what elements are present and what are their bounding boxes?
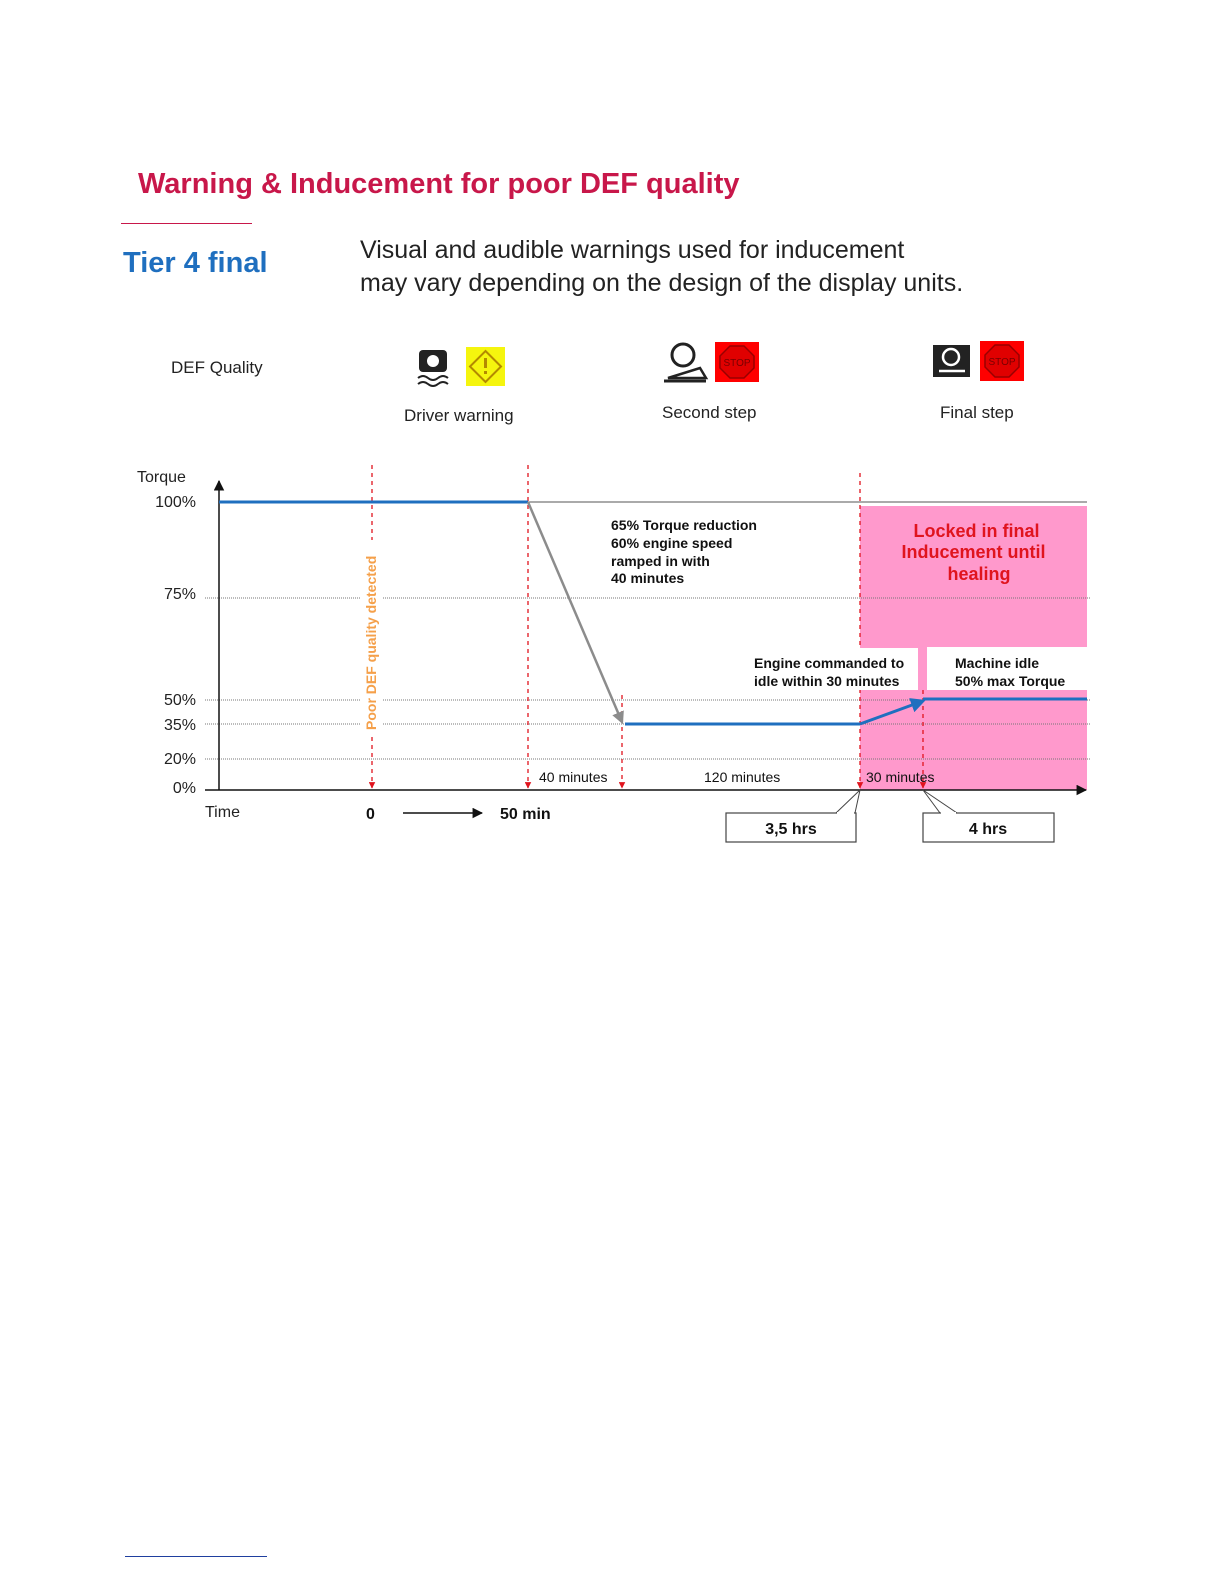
callout-4hrs-text: 4 hrs [968,821,1008,838]
y-tick-100: 100% [155,494,196,511]
stop-sign-final-icon [980,341,1024,381]
driver-warning-label: Driver warning [404,406,514,425]
page-title: Warning & Inducement for poor DEF quality [138,168,740,200]
def-quality-label: DEF Quality [171,358,263,377]
callout-3-5hrs-text: 3,5 hrs [765,821,817,838]
interval-30-label: 30 minutes [866,769,935,785]
stop-sign-text: STOP [723,358,751,369]
interval-40-label: 40 minutes [539,769,608,785]
y-axis-label: Torque [137,469,186,486]
y-tick-0: 0% [172,780,196,797]
engine-derate-icon [664,344,706,381]
time-start-label: 0 [366,806,375,823]
engine-note: Engine commanded to idle within 30 minutes [754,655,905,689]
machine-note: Machine idle 50% max Torque [955,655,1066,689]
y-tick-50: 50% [163,692,196,709]
machine-idle-icon [933,345,970,377]
stop-sign-icon [715,342,759,382]
callout-4hrs [923,790,1054,842]
warning-diamond-icon [466,347,505,386]
def-fluid-icon [418,350,448,386]
y-tick-20: 20% [163,751,196,768]
y-tick-75: 75% [163,586,196,603]
final-step-label: Final step [940,403,1014,422]
interval-120-label: 120 minutes [704,769,781,785]
detected-text: Poor DEF quality detected [363,555,379,730]
reduction-note: 65% Torque reduction 60% engine speed ramped in with 40 minutes [611,517,757,586]
stop-sign-final-text: STOP [988,357,1016,368]
time-50-label: 50 min [500,806,551,823]
tier-label: Tier 4 final [123,247,268,279]
locked-note: Locked in final Inducement until healing [901,521,1046,584]
subtitle-line-1: Visual and audible warnings used for inducement [360,236,905,264]
y-tick-35: 35% [163,717,196,734]
footer-rule [125,1556,267,1557]
second-step-label: Second step [662,403,757,422]
callout-3-5hrs [726,790,860,842]
x-axis-label: Time [205,804,240,821]
torque-ramp-arrow [528,502,622,722]
subtitle-line-2: may vary depending on the design of the display units. [360,269,964,297]
